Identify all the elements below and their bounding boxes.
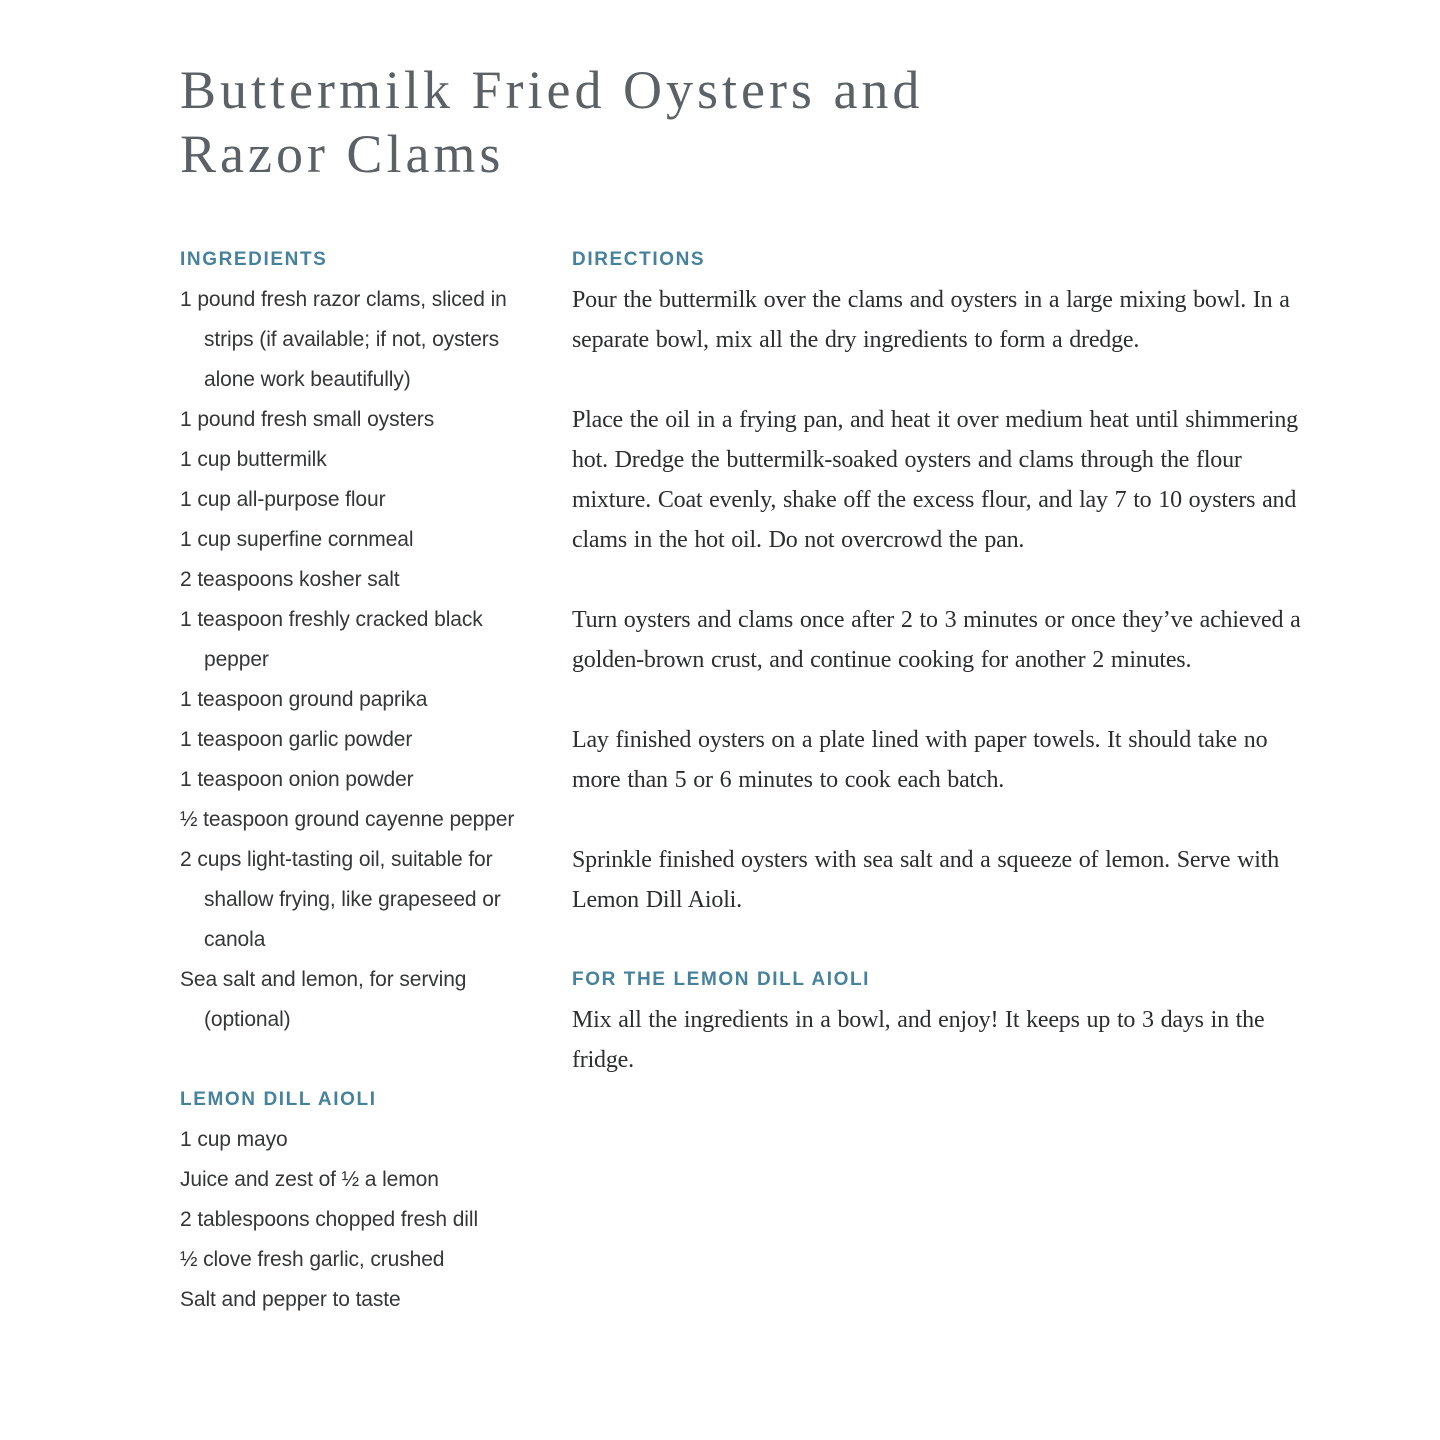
aioli-ingredient-item: Juice and zest of ½ a lemon bbox=[180, 1168, 439, 1191]
ingredient-item: 1 cup buttermilk bbox=[180, 448, 327, 471]
ingredients-heading: INGREDIENTS bbox=[180, 249, 328, 270]
ingredient-item: 1 cup all-purpose flour bbox=[180, 488, 386, 511]
ingredient-item: 2 cups light-tasting oil, suitable for shallow frying, like grapeseed or canola bbox=[180, 848, 501, 951]
aioli-heading: LEMON DILL AIOLI bbox=[180, 1089, 377, 1110]
direction-paragraph: Pour the buttermilk over the clams and oysters in a large mixing bowl. In a separate bowl, mix all the dry ingredients to form a dredge. bbox=[572, 287, 1290, 353]
aioli-ingredient-item: Salt and pepper to taste bbox=[180, 1288, 401, 1311]
ingredient-item: 1 cup superfine cornmeal bbox=[180, 528, 414, 551]
ingredient-item: 1 pound fresh razor clams, sliced in strips (if available; if not, oysters alone work beautifully) bbox=[180, 288, 507, 391]
ingredient-item: 1 teaspoon onion powder bbox=[180, 768, 414, 791]
recipe-page bbox=[180, 0, 1325, 1320]
ingredient-item: ½ teaspoon ground cayenne pepper bbox=[180, 808, 515, 831]
aioli-ingredient-item: ½ clove fresh garlic, crushed bbox=[180, 1248, 445, 1271]
direction-paragraph: Place the oil in a frying pan, and heat it over medium heat until shimmering hot. Dredge the buttermilk-soaked oysters and clams through the flour mixture. Coat evenly, shake off the excess flour, and lay 7 to 10 oysters and clams in the hot oil. Do not overcrowd the pan. bbox=[572, 407, 1298, 553]
ingredient-item: 1 teaspoon freshly cracked black pepper bbox=[180, 608, 483, 671]
direction-paragraph: Sprinkle finished oysters with sea salt and a squeeze of lemon. Serve with Lemon Dill Aioli. bbox=[572, 847, 1280, 913]
ingredients-column bbox=[180, 240, 528, 1320]
directions-text bbox=[572, 280, 1312, 920]
recipe-title-line: Buttermilk Fried Oysters and bbox=[180, 60, 924, 120]
ingredients-list bbox=[180, 280, 528, 1040]
recipe-title-line: Razor Clams bbox=[180, 124, 505, 184]
aioli-ingredient-item: 1 cup mayo bbox=[180, 1128, 288, 1151]
directions-heading: DIRECTIONS bbox=[572, 249, 706, 270]
content-columns bbox=[180, 240, 1325, 1320]
direction-paragraph: Lay finished oysters on a plate lined with paper towels. It should take no more than 5 or 6 minutes to cook each batch. bbox=[572, 727, 1268, 793]
aioli-direction-paragraph: Mix all the ingredients in a bowl, and enjoy! It keeps up to 3 days in the fridge. bbox=[572, 1007, 1265, 1073]
ingredient-item: Sea salt and lemon, for serving (optional) bbox=[180, 968, 467, 1031]
ingredient-item: 1 pound fresh small oysters bbox=[180, 408, 435, 431]
aioli-ingredient-item: 2 tablespoons chopped fresh dill bbox=[180, 1208, 479, 1231]
recipe-title bbox=[180, 58, 1325, 186]
aioli-directions-text bbox=[572, 1000, 1312, 1080]
aioli-directions-heading: FOR THE LEMON DILL AIOLI bbox=[572, 969, 871, 990]
ingredient-item: 1 teaspoon garlic powder bbox=[180, 728, 413, 751]
direction-paragraph: Turn oysters and clams once after 2 to 3 minutes or once they’ve achieved a golden-brown crust, and continue cooking for another 2 minutes. bbox=[572, 607, 1301, 673]
aioli-ingredients-list bbox=[180, 1120, 528, 1320]
ingredient-item: 1 teaspoon ground paprika bbox=[180, 688, 428, 711]
ingredient-item: 2 teaspoons kosher salt bbox=[180, 568, 400, 591]
directions-column bbox=[572, 240, 1312, 1320]
